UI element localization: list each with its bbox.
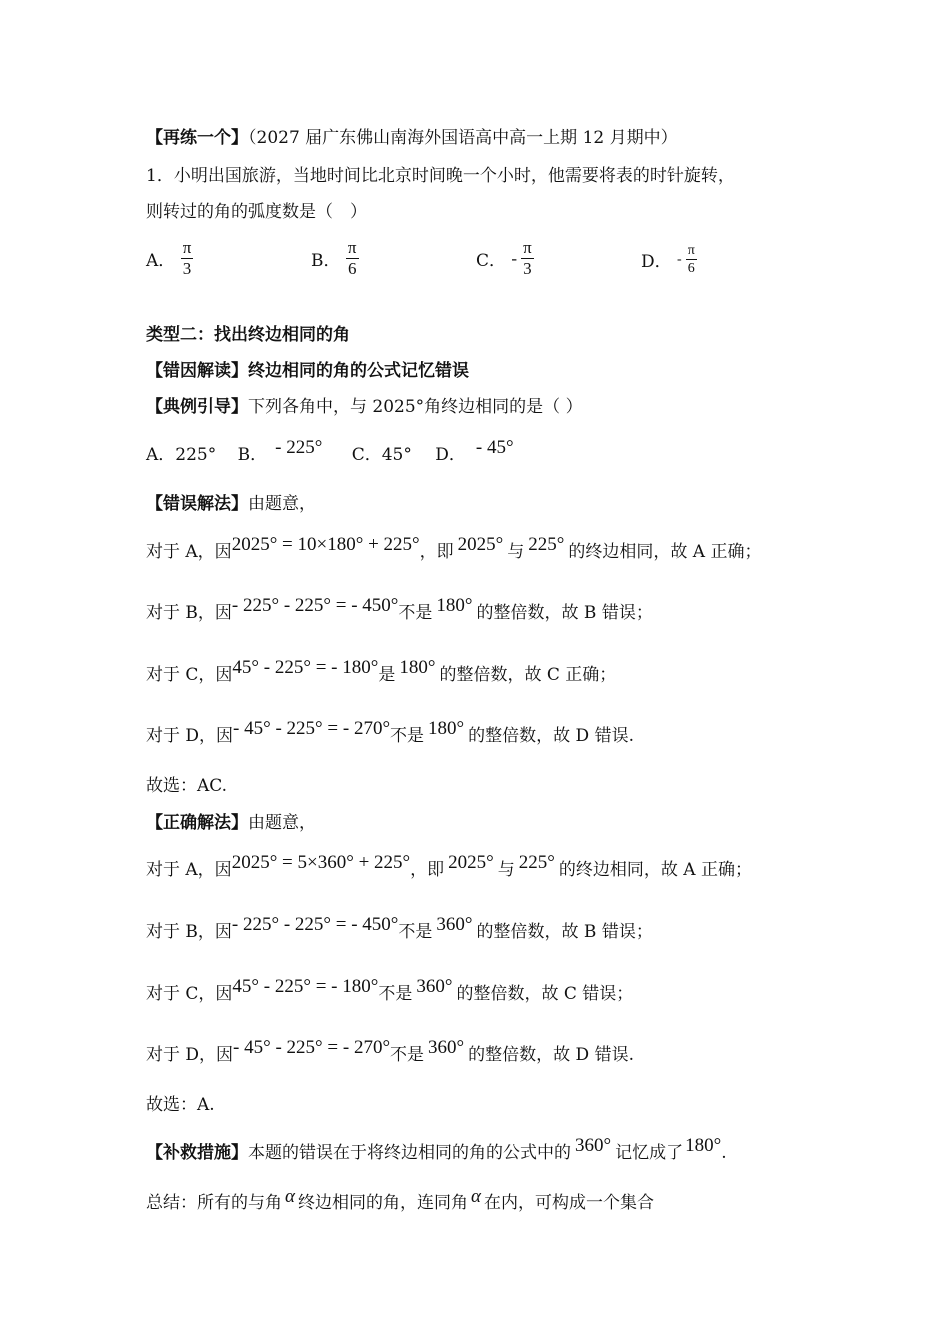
question-line-1: 1．小明出国旅游，当地时间比北京时间晚一个小时，他需要将表的时针旋转， <box>146 166 735 186</box>
right-answer: 故选：A. <box>146 1095 215 1115</box>
option-a-letter: A． <box>146 251 176 271</box>
right-b-math-1: - 225° - 225° = - 450° <box>231 914 399 935</box>
remedy-math-1: 360° <box>575 1135 612 1156</box>
wrong-a-text-2: ，即 <box>419 542 454 562</box>
remedy-line <box>146 1135 727 1165</box>
right-line-b <box>146 914 653 944</box>
wrong-a-math-1: 2025° = 10×180° + 225° <box>231 534 420 555</box>
right-c-math-1: 45° - 225° = - 180° <box>232 976 379 997</box>
option-d-sign: - <box>677 251 682 267</box>
remedy-text-3: . <box>721 1143 727 1163</box>
right-line-d <box>146 1037 634 1067</box>
option-c <box>476 238 534 279</box>
option-a-den: 3 <box>182 259 192 278</box>
right-solution-intro: 由题意， <box>248 813 316 833</box>
right-c-text-1: 对于 C，因 <box>146 984 233 1004</box>
right-line-a <box>146 852 752 882</box>
summary-text-2: 终边相同的角，连同角 <box>297 1193 468 1213</box>
wrong-a-math-2: 2025° <box>457 534 504 555</box>
wrong-line-d <box>146 718 634 748</box>
wrong-a-math-3: 225° <box>528 534 565 555</box>
option-b-num: π <box>347 238 357 257</box>
option-d-letter: D． <box>641 252 672 272</box>
option-c-sign: - <box>511 248 518 268</box>
wrong-d-text-3: 的整倍数，故 D 错误. <box>468 726 634 746</box>
example-text: 下列各角中，与 2025°角终边相同的是（ ） <box>248 397 583 417</box>
wrong-d-text-2: 不是 <box>390 726 425 746</box>
right-b-text-2: 不是 <box>398 922 433 942</box>
right-a-text-3: 与 <box>497 860 515 880</box>
remedy-text-1: 本题的错误在于将终边相同的角的公式中的 <box>248 1143 571 1163</box>
right-solution-tag: 【正确解法】 <box>146 813 248 833</box>
wrong-a-text-4: 的终边相同，故 A 正确； <box>568 542 762 562</box>
example-option-d-math: - 45° <box>475 437 514 458</box>
example-line <box>146 395 583 419</box>
exercise-tag: 【再练一个】 <box>146 128 248 148</box>
right-solution-header <box>146 811 316 835</box>
error-cause-tag: 【错因解读】 <box>146 361 248 381</box>
error-cause-text: 终边相同的角的公式记忆错误 <box>248 361 469 381</box>
exercise-source: （2027 届广东佛山南海外国语高中高一上期 12 月期中） <box>248 128 678 148</box>
option-a-fraction <box>181 238 194 279</box>
right-c-text-2: 不是 <box>378 984 413 1004</box>
option-a <box>146 238 193 279</box>
wrong-c-text-1: 对于 C，因 <box>146 665 233 685</box>
remedy-text-2: 记忆成了 <box>615 1143 684 1163</box>
right-b-math-2: 360° <box>436 914 473 935</box>
right-a-math-2: 2025° <box>448 852 494 873</box>
error-cause-line <box>146 359 469 383</box>
wrong-a-text-1: 对于 A，因 <box>146 542 232 562</box>
summary-alpha-1: α <box>285 1186 295 1207</box>
summary-text-1: 总结：所有的与角 <box>146 1193 282 1213</box>
option-d-den: 6 <box>687 261 695 276</box>
right-line-c <box>146 976 634 1006</box>
right-d-text-2: 不是 <box>390 1045 425 1065</box>
wrong-c-math-2: 180° <box>399 657 436 678</box>
wrong-d-math-1: - 45° - 225° = - 270° <box>233 718 391 739</box>
summary-alpha-2: α <box>470 1186 481 1207</box>
wrong-b-math-2: 180° <box>436 595 473 616</box>
question-line-2: 则转过的角的弧度数是（ ） <box>146 202 367 222</box>
option-c-num: π <box>523 238 532 257</box>
wrong-c-math-1: 45° - 225° = - 180° <box>232 657 379 678</box>
wrong-solution-intro: 由题意， <box>248 494 316 514</box>
wrong-line-c <box>146 657 617 687</box>
option-b-letter: B． <box>311 251 341 271</box>
wrong-line-b <box>146 595 653 625</box>
option-b-fraction <box>346 238 359 279</box>
right-d-text-3: 的整倍数，故 D 错误. <box>468 1045 634 1065</box>
right-d-math-2: 360° <box>428 1037 465 1058</box>
option-a-num: π <box>182 238 192 257</box>
example-tag: 【典例引导】 <box>146 397 248 417</box>
wrong-b-text-1: 对于 B，因 <box>146 603 232 623</box>
right-b-text-3: 的整倍数，故 B 错误； <box>476 922 653 942</box>
option-d-fraction <box>686 242 697 277</box>
wrong-solution-tag: 【错误解法】 <box>146 494 248 514</box>
wrong-solution-header <box>146 492 316 516</box>
example-option-d-letter: D． <box>435 445 466 465</box>
option-b <box>311 238 359 279</box>
example-option-c: C．45° <box>351 445 412 465</box>
remedy-tag: 【补救措施】 <box>146 1143 248 1163</box>
example-options <box>146 437 514 467</box>
right-a-math-1: 2025° = 5×360° + 225° <box>231 852 411 873</box>
wrong-answer: 故选：AC. <box>146 776 228 796</box>
example-option-b-letter: B． <box>237 445 268 465</box>
wrong-b-text-3: 的整倍数，故 B 错误； <box>476 603 653 623</box>
option-c-letter: C． <box>476 251 507 271</box>
section-title: 类型二：找出终边相同的角 <box>146 325 350 345</box>
exercise-header <box>146 126 678 150</box>
option-b-den: 6 <box>347 259 357 278</box>
remedy-math-2: 180° <box>685 1135 722 1156</box>
wrong-d-text-1: 对于 D，因 <box>146 726 234 746</box>
right-c-math-2: 360° <box>416 976 453 997</box>
option-c-den: 3 <box>523 259 532 278</box>
summary-text-3: 在内，可构成一个集合 <box>483 1193 654 1213</box>
wrong-c-text-3: 的整倍数，故 C 正确； <box>439 665 617 685</box>
right-d-text-1: 对于 D，因 <box>146 1045 234 1065</box>
right-a-text-1: 对于 A，因 <box>146 860 232 880</box>
right-a-text-4: 的终边相同，故 A 正确； <box>558 860 752 880</box>
wrong-b-math-1: - 225° - 225° = - 450° <box>231 595 399 616</box>
right-b-text-1: 对于 B，因 <box>146 922 232 942</box>
wrong-line-a <box>146 534 762 564</box>
wrong-d-math-2: 180° <box>428 718 465 739</box>
right-a-math-3: 225° <box>518 852 555 873</box>
option-d <box>641 242 697 277</box>
option-d-num: π <box>687 243 695 258</box>
right-c-text-3: 的整倍数，故 C 错误； <box>456 984 634 1004</box>
example-option-b-math: - 225° <box>275 437 323 458</box>
summary-line <box>146 1186 654 1215</box>
wrong-b-text-2: 不是 <box>398 603 433 623</box>
option-c-fraction <box>521 238 534 279</box>
example-option-a: A．225° <box>146 445 217 465</box>
right-a-text-2: ，即 <box>410 860 445 880</box>
right-d-math-1: - 45° - 225° = - 270° <box>233 1037 391 1058</box>
wrong-a-text-3: 与 <box>507 542 525 562</box>
wrong-c-text-2: 是 <box>378 665 396 685</box>
